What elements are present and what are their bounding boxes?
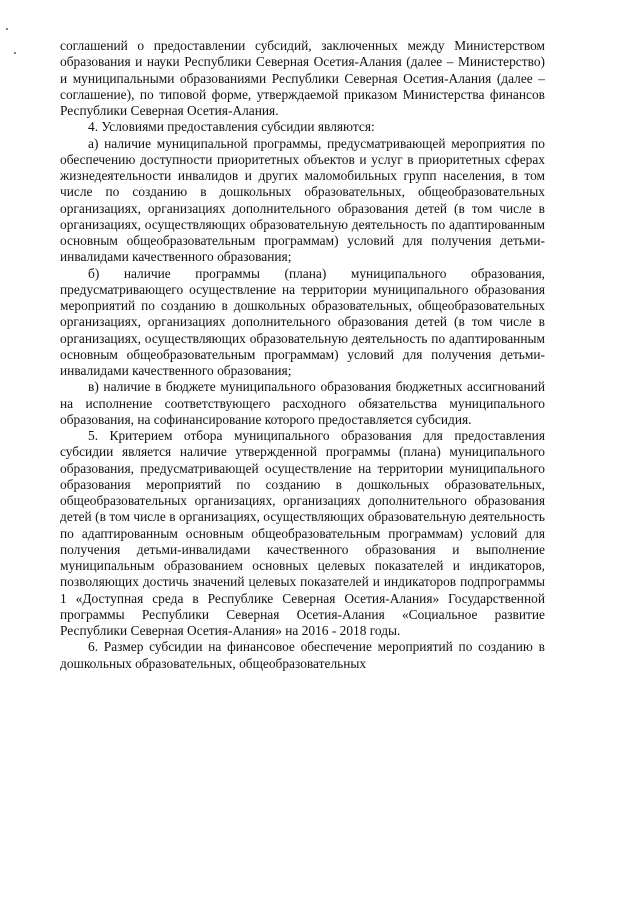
paragraph-continuation: соглашений о предоставлении субсидий, заключенных между Министерством образования и науки Республики Северная Осетия-Алания (далее – Министерство) и муниципальными образованиями Республики Северная Осетия-Алания (далее – соглашение), по типовой форме, утверждаемой приказом Министерства финансов Республики Северная Осетия-Алания. [60,38,545,118]
scan-speck [14,52,16,54]
paragraph-item-v: в) наличие в бюджете муниципального образования бюджетных ассигнований на исполнение соответствующего расходного обязательства муниципального образования, на софинансирование которого предоставляется субсидия. [60,379,545,427]
paragraph-clause-4: 4. Условиями предоставления субсидии являются: [88,119,375,135]
paragraph-item-a: а) наличие муниципальной программы, предусматривающей мероприятия по обеспечению доступности приоритетных объектов и услуг в приоритетных сферах жизнедеятельности инвалидов и других маломобильных групп населения, в том числе по созданию в дошкольных образовательных, общеобразовательных организациях, организациях дополнительного образования детей (в том числе в организациях, осуществляющих образовательную деятельность по адаптированным основным общеобразовательным программам) условий для получения детьми-инвалидами качественного образования; [60,135,545,265]
paragraph-item-b: б) наличие программы (плана) муниципального образования, предусматривающего осуществление на территории муниципального образования мероприятий по созданию в дошкольных образовательных, общеобразовательных организациях, организациях дополнительного образования детей (в том числе в организациях, осуществляющих образовательную деятельность по адаптированным основным общеобразовательным программам) условий для получения детьми-инвалидами качественного образования; [60,265,545,378]
paragraph-clause-5: 5. Критерием отбора муниципального образования для предоставления субсидии является наличие утвержденной программы (плана) муниципального образования, предусматривающей осуществление на территории муниципального образования мероприятий по созданию в дошкольных образовательных, общеобразовательных организациях, организациях дополнительного образования детей (в том числе в организациях, осуществляющих образовательную деятельность по адаптированным основным общеобразовательным программам) условий для получения детьми-инвалидами качественного образования и выполнение муниципальным образованием основных целевых показателей и индикаторов, позволяющих достичь значений целевых показателей и индикаторов подпрограммы 1 «Доступная среда в Республике Северная Осетия-Алания» Государственной программы Республики Северная Осетия-Алания «Социальное развитие Республики Северная Осетия-Алания» на 2016 - 2018 годы. [60,428,545,638]
scan-speck [6,28,8,30]
document-page [60,38,545,672]
paragraph-clause-6: 6. Размер субсидии на финансовое обеспечение мероприятий по созданию в дошкольных образовательных, общеобразовательных [60,639,545,671]
